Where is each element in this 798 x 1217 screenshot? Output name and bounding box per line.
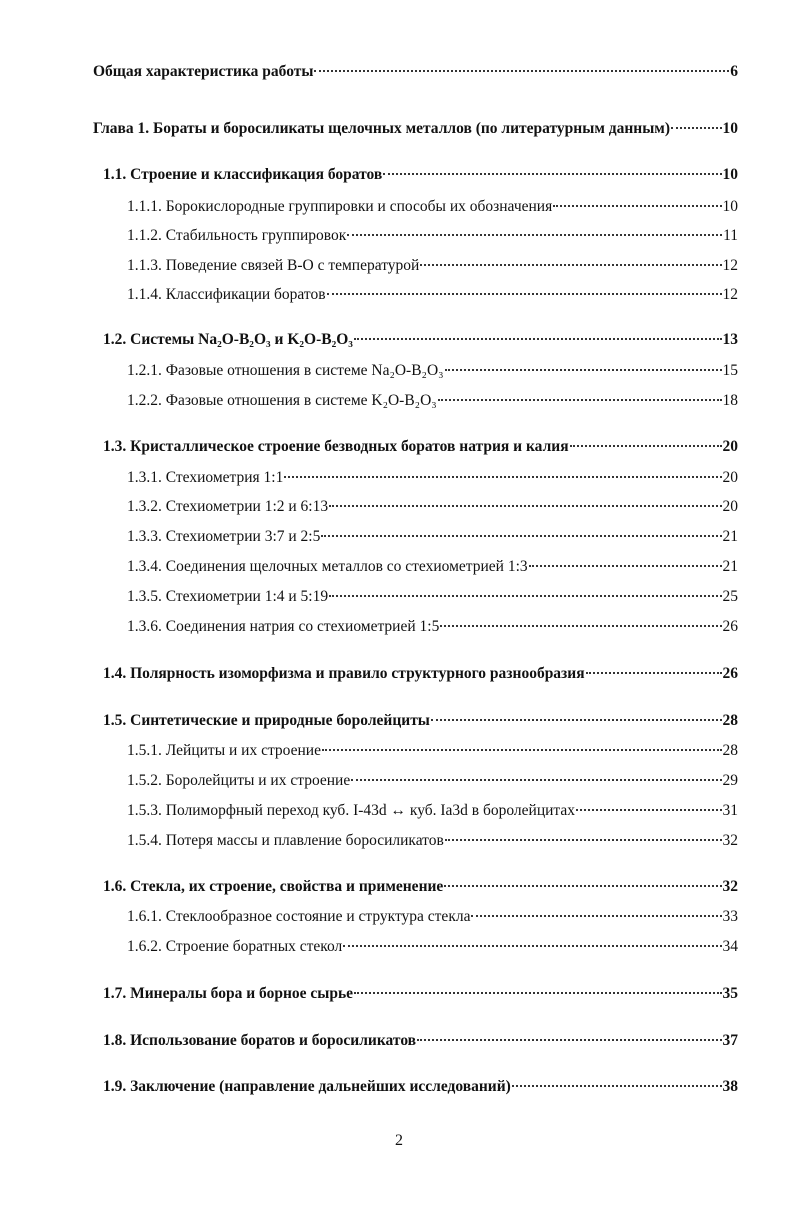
toc-entry xyxy=(127,256,738,276)
toc-entry xyxy=(103,664,738,684)
toc-entry-page: 10 xyxy=(722,120,738,137)
leader-dots xyxy=(586,672,722,674)
toc-entry xyxy=(127,226,738,246)
toc-entry-title: 1.5.1. Лейциты и их строение xyxy=(127,742,321,759)
toc-entry xyxy=(103,984,738,1004)
leader-dots xyxy=(314,70,729,72)
toc-entry-page: 12 xyxy=(722,286,738,303)
toc-entry-title: 1.2.1. Фазовые отношения в системе Na₂O-B₂O₃ xyxy=(127,362,444,379)
toc-entry-page: 37 xyxy=(722,1032,738,1049)
toc-entry-page: 20 xyxy=(722,469,738,486)
toc-entry-page: 32 xyxy=(722,878,738,895)
toc-entry-title: 1.1.4. Классификации боратов xyxy=(127,286,326,303)
toc-entry xyxy=(103,437,738,457)
toc-entry-page: 25 xyxy=(722,588,738,605)
leader-dots xyxy=(417,1039,721,1041)
toc-entry xyxy=(127,831,738,851)
leader-dots xyxy=(512,1085,722,1087)
toc-entry xyxy=(93,62,738,82)
toc-entry xyxy=(127,557,738,577)
toc-entry-page: 13 xyxy=(722,331,738,348)
leader-dots xyxy=(553,205,721,207)
page-number: 2 xyxy=(395,1132,403,1149)
toc-entry-title: 1.3. Кристаллическое строение безводных боратов натрия и калия xyxy=(103,438,569,455)
toc-entry-title: 1.1.1. Борокислородные группировки и способы их обозначения xyxy=(127,198,553,215)
toc-entry-title: 1.1. Строение и классификация боратов xyxy=(103,166,383,183)
toc-entry-page: 32 xyxy=(722,832,738,849)
toc-entry xyxy=(93,119,738,139)
toc-entry-title: 1.6.1. Стеклообразное состояние и структура стекла xyxy=(127,908,471,925)
toc-entry xyxy=(127,617,738,637)
toc-entry xyxy=(127,907,738,927)
toc-entry-page: 31 xyxy=(722,802,738,819)
toc-entry-page: 10 xyxy=(722,166,738,183)
leader-dots xyxy=(322,749,722,751)
toc-entry-title: 1.5. Синтетические и природные боролейциты xyxy=(103,712,430,729)
leader-dots xyxy=(329,595,721,597)
leader-dots xyxy=(445,839,722,841)
toc-entry-page: 26 xyxy=(722,618,738,635)
toc-entry xyxy=(127,771,738,791)
leader-dots xyxy=(321,535,721,537)
toc-entry xyxy=(127,587,738,607)
toc-entry xyxy=(127,391,738,411)
toc-entry-title: 1.4. Полярность изоморфизма и правило структурного разнообразия xyxy=(103,665,585,682)
toc-entry-page: 28 xyxy=(722,712,738,729)
leader-dots xyxy=(444,885,721,887)
leader-dots xyxy=(347,234,722,236)
toc-entry-title: 1.2.2. Фазовые отношения в системе K₂O-B₂O₃ xyxy=(127,392,437,409)
leader-dots xyxy=(351,779,721,781)
leader-dots xyxy=(420,264,721,266)
toc-entry xyxy=(127,468,738,488)
toc-entry-title: 1.3.3. Стехиометрии 3:7 и 2:5 xyxy=(127,528,321,545)
toc-entry-title: 1.8. Использование боратов и боросиликатов xyxy=(103,1032,417,1049)
toc-entry xyxy=(103,165,738,185)
toc-entry-page: 21 xyxy=(722,528,738,545)
toc-entry-page: 33 xyxy=(722,908,738,925)
toc-entry-title: 1.3.1. Стехиометрия 1:1 xyxy=(127,469,284,486)
leader-dots xyxy=(576,809,721,811)
toc-entry-title: 1.3.6. Соединения натрия со стехиометрией 1:5 xyxy=(127,618,440,635)
toc-entry xyxy=(127,361,738,381)
toc-entry xyxy=(127,801,738,821)
leader-dots xyxy=(440,625,721,627)
leader-dots xyxy=(343,945,721,947)
leader-dots xyxy=(671,127,721,129)
toc-entry-title: 1.5.2. Боролейциты и их строение xyxy=(127,772,351,789)
toc-entry xyxy=(103,330,738,350)
toc-entry-page: 34 xyxy=(722,938,738,955)
toc-entry-page: 20 xyxy=(722,438,738,455)
toc-entry-page: 35 xyxy=(722,985,738,1002)
toc-entry-title: 1.1.2. Стабильность группировок xyxy=(127,227,347,244)
toc-entry-title: 1.6. Стекла, их строение, свойства и применение xyxy=(103,878,444,895)
toc-entry xyxy=(127,527,738,547)
toc-entry-title: 1.6.2. Строение боратных стекол xyxy=(127,938,343,955)
toc-entry-title: Глава 1. Бораты и боросиликаты щелочных металлов (по литературным данным) xyxy=(93,120,671,137)
leader-dots xyxy=(471,915,721,917)
toc-entry-page: 18 xyxy=(722,392,738,409)
leader-dots xyxy=(445,369,722,371)
toc-entry xyxy=(127,937,738,957)
leader-dots xyxy=(438,399,722,401)
toc-entry-page: 20 xyxy=(722,498,738,515)
leader-dots xyxy=(284,476,721,478)
toc-entry-title: 1.9. Заключение (направление дальнейших исследований) xyxy=(103,1078,511,1095)
toc-entry xyxy=(103,877,738,897)
leader-dots xyxy=(354,992,721,994)
toc-entry xyxy=(127,497,738,517)
toc-entry-page: 21 xyxy=(722,558,738,575)
toc-entry-page: 10 xyxy=(722,198,738,215)
toc-entry xyxy=(103,1031,738,1051)
toc-entry-page: 29 xyxy=(722,772,738,789)
toc-entry xyxy=(127,285,738,305)
toc-entry-page: 15 xyxy=(722,362,738,379)
toc-entry-page: 26 xyxy=(722,665,738,682)
toc-entry-page: 6 xyxy=(730,63,738,80)
toc-entry xyxy=(127,197,738,217)
toc-entry-page: 11 xyxy=(723,227,738,244)
toc-entry xyxy=(103,1077,738,1097)
leader-dots xyxy=(383,173,721,175)
leader-dots xyxy=(431,719,722,721)
toc-entry-title: 1.2. Системы Na₂O-B₂O₃ и K₂O-B₂O₃ xyxy=(103,331,353,348)
leader-dots xyxy=(529,565,722,567)
leader-dots xyxy=(327,293,722,295)
toc-entry-title: Общая характеристика работы xyxy=(93,63,314,80)
leader-dots xyxy=(570,445,722,447)
toc-entry xyxy=(127,741,738,761)
toc-entry-page: 28 xyxy=(722,742,738,759)
toc-entry-title: 1.3.5. Стехиометрии 1:4 и 5:19 xyxy=(127,588,329,605)
toc-entry-title: 1.3.2. Стехиометрии 1:2 и 6:13 xyxy=(127,498,329,515)
toc-entry-page: 38 xyxy=(722,1078,738,1095)
toc-entry-title: 1.7. Минералы бора и борное сырье xyxy=(103,985,354,1002)
toc-entry-page: 12 xyxy=(722,257,738,274)
leader-dots xyxy=(329,505,721,507)
leader-dots xyxy=(354,338,722,340)
toc-entry-title: 1.1.3. Поведение связей B-O с температурой xyxy=(127,257,420,274)
toc-entry-title: 1.5.4. Потеря массы и плавление боросиликатов xyxy=(127,832,444,849)
toc-entry-title: 1.5.3. Полиморфный переход куб. I-43d ↔ куб. Ia3d в боролейцитах xyxy=(127,802,576,819)
toc-entry-title: 1.3.4. Соединения щелочных металлов со стехиометрией 1:3 xyxy=(127,558,528,575)
toc-entry xyxy=(103,711,738,731)
